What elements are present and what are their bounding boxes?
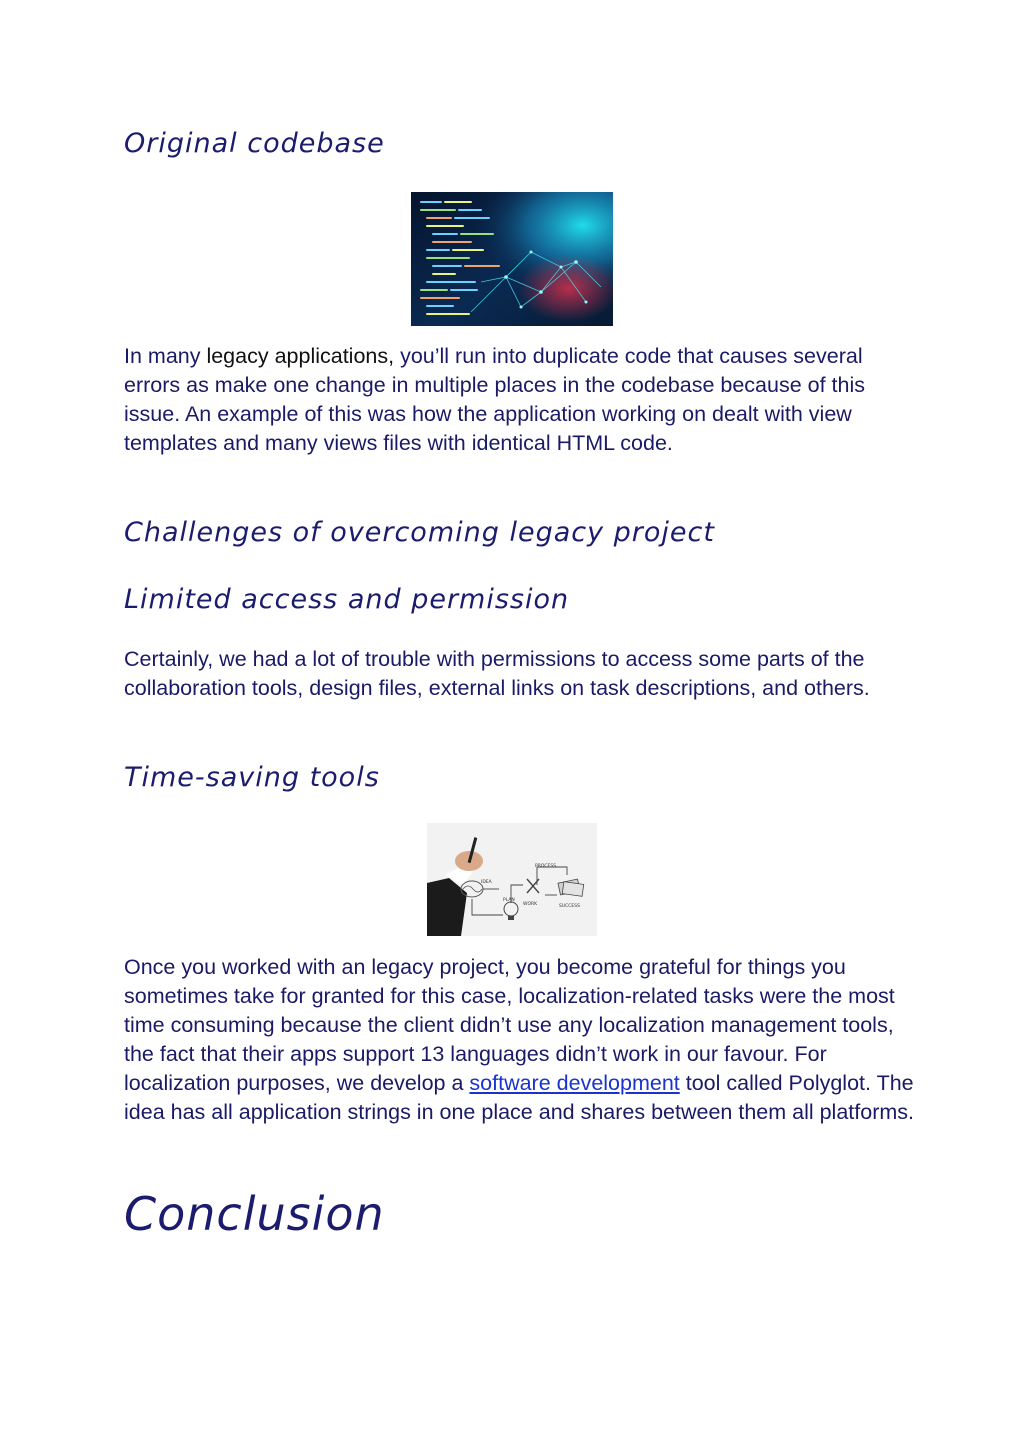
paragraph-polyglot-after-link: tool called Polyglot. The idea has all application strings in one place and shares between them all platforms. — [124, 1071, 914, 1124]
work-label: WORK — [523, 902, 538, 907]
paragraph-legacy-applications — [124, 342, 914, 458]
plan-label: PLAN — [503, 898, 515, 903]
legacy-applications-text: legacy applications, — [206, 344, 395, 368]
paragraph-legacy-prefix: In many — [124, 344, 207, 368]
paragraph-polyglot-before-link: Once you worked with an legacy project, you become grateful for things you sometimes take for granted for this case, localization-related tasks were the most time consuming because the client didn’t use any localization management tools, the fact that their apps support 13 languages didn’t work in our favour. For localization purposes, we develop a — [124, 955, 895, 1095]
code-screen-image — [411, 192, 613, 326]
heading-challenges: Challenges of overcoming legacy project — [124, 517, 715, 548]
heading-time-saving-tools: Time-saving tools — [124, 762, 380, 793]
heading-limited-access: Limited access and permission — [124, 584, 570, 615]
success-label: SUCCESS — [559, 904, 580, 909]
heading-conclusion: Conclusion — [124, 1187, 385, 1241]
hand-drawing-process-image — [427, 823, 597, 936]
paragraph-permissions: Certainly, we had a lot of trouble with permissions to access some parts of the collaboration tools, design files, external links on task descriptions, and others. — [124, 647, 870, 700]
paragraph-legacy-rest: you’ll run into duplicate code that causes several errors as make one change in multiple places in the codebase because of this issue. An example of this was how the application working on dealt with view templates and many views files with identical HTML code. — [124, 344, 865, 455]
heading-original-codebase: Original codebase — [124, 128, 385, 159]
software-development-link[interactable]: software development — [469, 1071, 680, 1095]
paragraph-polyglot — [124, 953, 914, 1127]
process-label: PROCESS — [535, 864, 557, 869]
idea-label: IDEA — [481, 880, 492, 885]
